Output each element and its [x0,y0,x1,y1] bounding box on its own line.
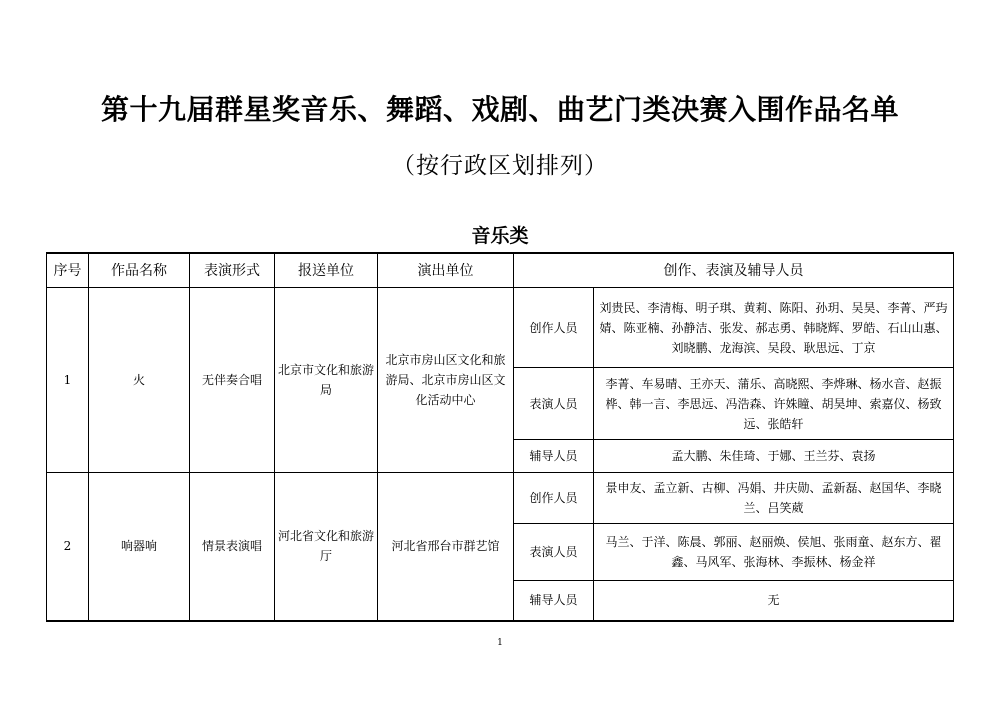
row-index: 1 [47,288,89,473]
table-row [47,473,954,524]
role-label: 辅导人员 [514,440,594,473]
table-header-row [47,253,954,288]
role-names: 无 [594,581,954,621]
role-names: 马兰、于洋、陈晨、郭丽、赵丽焕、侯旭、张雨童、赵东方、翟鑫、马风军、张海林、李振林、杨金祥 [594,524,954,581]
header-work: 作品名称 [89,253,190,288]
row-form: 无伴奏合唱 [190,288,275,473]
row-performer: 北京市房山区文化和旅游局、北京市房山区文化活动中心 [378,288,514,473]
role-label: 创作人员 [514,473,594,524]
role-label: 表演人员 [514,524,594,581]
role-label: 表演人员 [514,368,594,440]
page-number: 1 [497,638,503,648]
header-form: 表演形式 [190,253,275,288]
role-label: 创作人员 [514,288,594,368]
row-submitter: 河北省文化和旅游厅 [275,473,378,621]
row-work: 响器响 [89,473,190,621]
role-label: 辅导人员 [514,581,594,621]
header-index: 序号 [47,253,89,288]
header-performer: 演出单位 [378,253,514,288]
row-index: 2 [47,473,89,621]
document-title: 第十九届群星奖音乐、舞蹈、戏剧、曲艺门类决赛入围作品名单 [100,93,899,126]
row-submitter: 北京市文化和旅游局 [275,288,378,473]
table-row [47,288,954,368]
header-staff: 创作、表演及辅导人员 [514,253,954,288]
row-performer: 河北省邢台市群艺馆 [378,473,514,621]
role-names: 李菁、车易晴、王亦天、蒲乐、高晓熙、李烨琳、杨水音、赵振桦、韩一言、李思远、冯浩森、许姝瞳、胡昊坤、索嘉仪、杨致远、张皓轩 [594,368,954,440]
row-form: 情景表演唱 [190,473,275,621]
row-work: 火 [89,288,190,473]
category-heading: 音乐类 [471,225,529,247]
document-subtitle: （按行政区划排列） [392,153,608,179]
finalists-table [46,252,954,622]
header-submitter: 报送单位 [275,253,378,288]
role-names: 刘贵民、李清梅、明子琪、黄莉、陈阳、孙玥、吴昊、李菁、严玙婧、陈亚楠、孙静洁、张发、郝志勇、韩晓辉、罗皓、石山山惠、刘晓鹏、龙海滨、吴段、耿思远、丁京 [594,288,954,368]
role-names: 景申友、孟立新、古柳、冯娟、井庆勋、孟新磊、赵国华、李晓兰、吕笑葳 [594,473,954,524]
role-names: 孟大鹏、朱佳琦、于娜、王兰芬、袁扬 [594,440,954,473]
